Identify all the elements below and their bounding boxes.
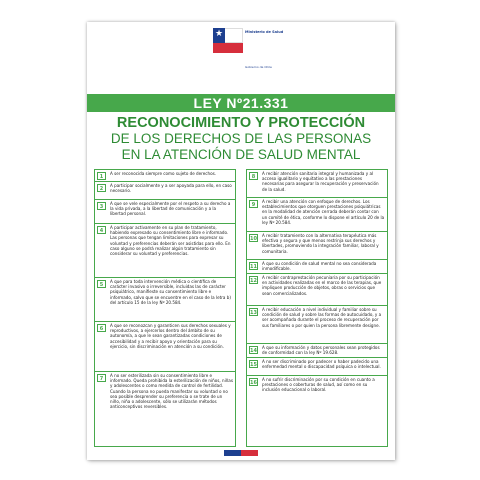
right-item — [247, 306, 387, 344]
left-item — [95, 224, 235, 278]
right-number-badge: 9 — [249, 200, 258, 208]
right-item — [247, 260, 387, 274]
right-item — [247, 376, 387, 396]
right-text: A recibir contraprestación pecuniaria por su participación en actividades realizadas en el marco de las terapias, que impliquen producción de objetos, obras o servicios que sean comercializados. — [262, 275, 382, 296]
right-text: A que su información y datos personales sean protegidos de conformidad con la ley Nº 19.628. — [262, 345, 380, 356]
right-item — [247, 344, 387, 358]
left-number-badge: 4 — [97, 226, 106, 234]
poster — [87, 22, 395, 460]
left-item — [95, 322, 235, 372]
right-text: A que su condición de salud mental no sea considerada inmodificable. — [262, 261, 377, 272]
left-number-badge: 6 — [97, 324, 106, 332]
left-item — [95, 200, 235, 224]
left-number-badge: 3 — [97, 202, 106, 210]
right-item — [247, 274, 387, 306]
left-text: A no ser esterilizada sin su consentimiento libre e informado. Queda prohibida la esterilización de niños, niñas y adolescentes o como medida de control de fertilidad. Cuando la persona no pueda manifestar su voluntad o no sea posible desprender su preferencia o se trate de un niño, niña o adolescente, sólo se utilizarán métodos anticonceptivos reversibles. — [110, 373, 233, 410]
left-item — [95, 170, 235, 182]
left-text: A participar activamente en su plan de tratamiento, habiendo expresado su consentimiento libre e informado. Las personas que tengan limitaciones para expresar su voluntad y preferencias deberán ser asistidas para ello. En caso alguno se podrá realizar algún tratamiento sin considerar su voluntad y preferencias. — [110, 225, 231, 257]
right-text: A recibir atención sanitaria integral y humanizada y al acceso igualitario y equitativo a las prestaciones necesarias para asegurar la recuperación y preservación de la salud. — [262, 171, 379, 192]
left-number-badge: 2 — [97, 184, 106, 192]
right-item — [247, 170, 387, 198]
law-banner: LEY Nº21.331 — [87, 94, 395, 112]
title-line-1: RECONOCIMIENTO Y PROTECCIÓN — [116, 115, 366, 131]
left-text: A participar socialmente y a ser apoyada para ello, en caso necesario. — [110, 183, 232, 194]
right-number-badge: 12 — [250, 278, 257, 284]
right-text: A recibir tratamiento con la alternativa terapéutica más efectiva y segura y que menos restrinja sus derechos y libertades, promoviendo la integración familiar, laboral y comunitaria. — [262, 233, 379, 254]
right-text: A no ser discriminado por padecer o haber padecido una enfermedad mental o discapacidad psíquica o intelectual. — [262, 359, 381, 370]
right-item — [247, 198, 387, 232]
right-number-badge: 11 — [250, 264, 257, 270]
right-text: A recibir educación a nivel individual y familiar sobre su condición de salud y sobre las formas de autocuidado, y a ser acompañada durante el proceso de recuperación por sus familiares o por quien la persona libremente designe. — [262, 307, 382, 328]
title-line-3: EN LA ATENCIÓN DE SALUD MENTAL — [121, 147, 361, 162]
right-item — [247, 358, 387, 376]
right-number-badge: 15 — [250, 362, 257, 368]
left-item — [95, 278, 235, 322]
left-text: A que se vele especialmente por el respeto a su derecho a la vida privada, a la libertad de comunicación y a la libertad personal. — [110, 201, 231, 217]
right-text: A no sufrir discriminación por su condición en cuanto a prestaciones o coberturas de salud, así como en su inclusión educacional o laboral. — [262, 377, 375, 393]
left-number-badge: 5 — [97, 280, 106, 288]
left-number-badge: 7 — [97, 374, 106, 382]
left-item — [95, 372, 235, 446]
government-logo — [213, 28, 243, 68]
left-item — [95, 182, 235, 200]
right-number-badge: 13 — [250, 310, 257, 316]
government-label: Gobierno de Chile — [245, 65, 272, 69]
right-number-badge: 8 — [249, 172, 258, 180]
right-number-badge: 10 — [250, 236, 257, 242]
ministry-label: Ministerio de Salud — [245, 30, 284, 34]
right-number-badge: 16 — [250, 380, 257, 386]
footer-flag-stripe — [224, 450, 258, 456]
left-number-badge: 1 — [97, 172, 106, 180]
left-text: A que se reconozcan y garanticen sus derechos sexuales y reproductivos, a ejercerlos dentro del ámbito de su autonomía, a que le sean garantizadas condiciones de accesibilidad y a recibir apoyo y orientación para su ejercicio, sin discriminación en atención a su condición. — [110, 323, 231, 349]
right-number-badge: 14 — [250, 348, 257, 354]
rights-column-left — [94, 169, 236, 447]
rights-column-right — [246, 169, 388, 447]
left-text: A que para toda intervención médica o científica de carácter invasivo o irreversible, incluidas las de carácter psiquiátrico, manifieste su consentimiento libre e informado, salvo que se encuentre en el caso de la letra b) del artículo 15 de la ley Nº 20.584. — [110, 279, 231, 305]
right-item — [247, 232, 387, 260]
flag-icon — [213, 28, 243, 43]
title-line-2: DE LOS DERECHOS DE LAS PERSONAS — [110, 131, 372, 146]
right-text: A recibir una atención con enfoque de derechos. Los establecimientos que otorguen prestaciones psiquiátricas en la modalidad de atención cerrada deberán contar con un comité de ética, conforme lo dispone el artículo 20 de la ley Nº 20.584. — [262, 199, 385, 225]
left-text: A ser reconocida siempre como sujeto de derechos. — [110, 171, 217, 176]
